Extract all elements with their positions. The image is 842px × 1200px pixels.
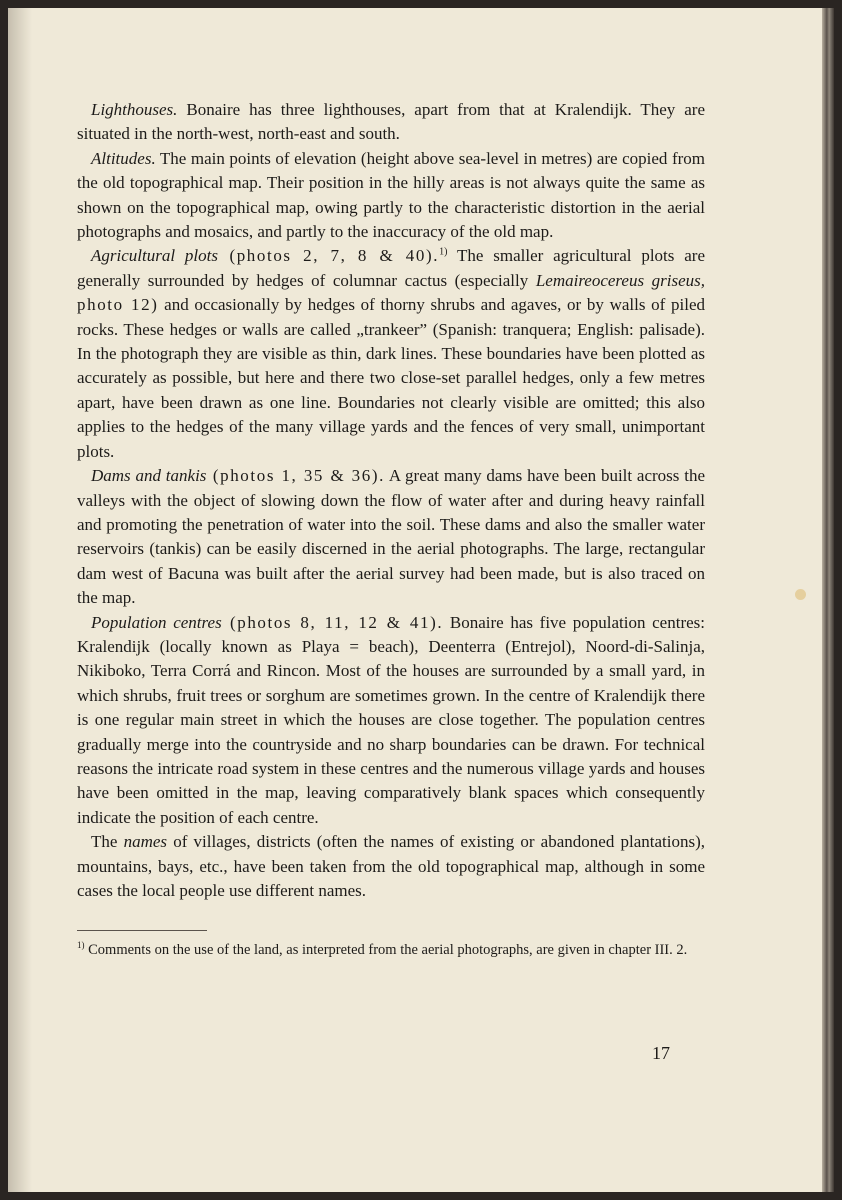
paragraph-agricultural — [77, 244, 705, 464]
text-altitudes: The main points of elevation (height above sea-level in metres) are copied from the old topographical map. Their position in the hilly areas is not always quite the same as shown on the topographical map, owing partly to the characteristic distortion in the aerial photographs and mosaics, and partly to the inaccuracy of the old map. — [77, 148, 705, 242]
photo-ref: photo 12) — [77, 295, 159, 315]
text-agricultural-a: The smaller agricultural plots are generally surrounded by hedges of columnar cactus (especially — [77, 246, 706, 290]
page-edge — [822, 8, 834, 1192]
text-agricultural-b: and occasionally by hedges of thorny shrubs and agaves, or by walls of piled rocks. These hedges or walls are called „trankeer” (Spanish: tranquera; English: palisade). In the photograph they are visible as thin, dark lines. These boundaries have been plotted as accurately as possible, but here and there two close-set parallel hedges, only a few metres apart, have been drawn as one line. Boundaries not clearly visible are omitted; this also applies to the hedges of the many village yards and the fences of very small, unimportant plots. — [77, 295, 705, 461]
photos-agricultural: (photos 2, 7, 8 & 40). — [217, 246, 440, 266]
text-names: of villages, districts (often the names of existing or abandoned plantations), mountains, bays, etc., have been taken from the old topographical map, although in some cases the local people use different names. — [77, 832, 705, 900]
paragraph-names — [77, 830, 705, 903]
gutter-shadow — [8, 8, 32, 1192]
page-number: 17 — [652, 1043, 670, 1063]
paragraph-lighthouses — [77, 98, 705, 147]
paper-spot — [795, 589, 806, 600]
heading-lighthouses: Lighthouses. — [91, 100, 178, 119]
footnote-marker: 1) — [439, 246, 448, 258]
text-lighthouses: Bonaire has three lighthouses, apart from that at Kralendijk. They are situated in the north-west, north-east and south. — [77, 100, 705, 144]
body-text — [77, 98, 705, 903]
text-dams: A great many dams have been built across the valleys with the object of slowing down the flow of water after and during heavy rainfall and promoting the penetration of water into the soil. These dams and also the smaller water reservoirs (tankis) can be easily discerned in the aerial photographs. The large, rectangular dam west of Bacuna was built after the aerial survey had been made, but is also traced on the map. — [77, 466, 705, 608]
heading-dams: Dams and tankis — [91, 466, 207, 486]
paragraph-altitudes — [77, 147, 705, 245]
heading-population: Population centres — [91, 612, 222, 632]
heading-names: names — [123, 832, 168, 852]
heading-agricultural: Agricultural plots — [91, 246, 218, 266]
footnote-number: 1) — [77, 940, 85, 951]
heading-altitudes: Altitudes. — [91, 148, 156, 168]
paragraph-population — [77, 611, 705, 831]
species-name: Lemaireocereus griseus, — [535, 270, 705, 290]
footnote-text: Comments on the use of the land, as interpreted from the aerial photographs, are given in chapter III. 2. — [84, 942, 688, 958]
paragraph-dams — [77, 464, 705, 610]
photos-dams: (photos 1, 35 & 36). — [206, 466, 385, 486]
footnote-rule — [77, 930, 207, 931]
photos-population: (photos 8, 11, 12 & 41). — [221, 612, 444, 632]
footnote — [77, 940, 705, 961]
lead-names: The — [91, 832, 124, 852]
text-population: Bonaire has five population centres: Kralendijk (locally known as Playa = beach), Deenterra (Entrejol), Noord-di-Salinja, Nikiboko, Terra Corrá and Rincon. Most of the houses are surrounded by a small yard, in which shrubs, fruit trees or sorghum are sometimes grown. In the centre of Kralendijk there is one regular main street in which the houses are close together. The population centres gradually merge into the countryside and no sharp boundaries can be drawn. For technical reasons the intricate road system in these centres and the numerous village yards and houses have been omitted in the map, leaving comparatively blank spaces which consequently indicate the position of each centre. — [77, 612, 705, 827]
